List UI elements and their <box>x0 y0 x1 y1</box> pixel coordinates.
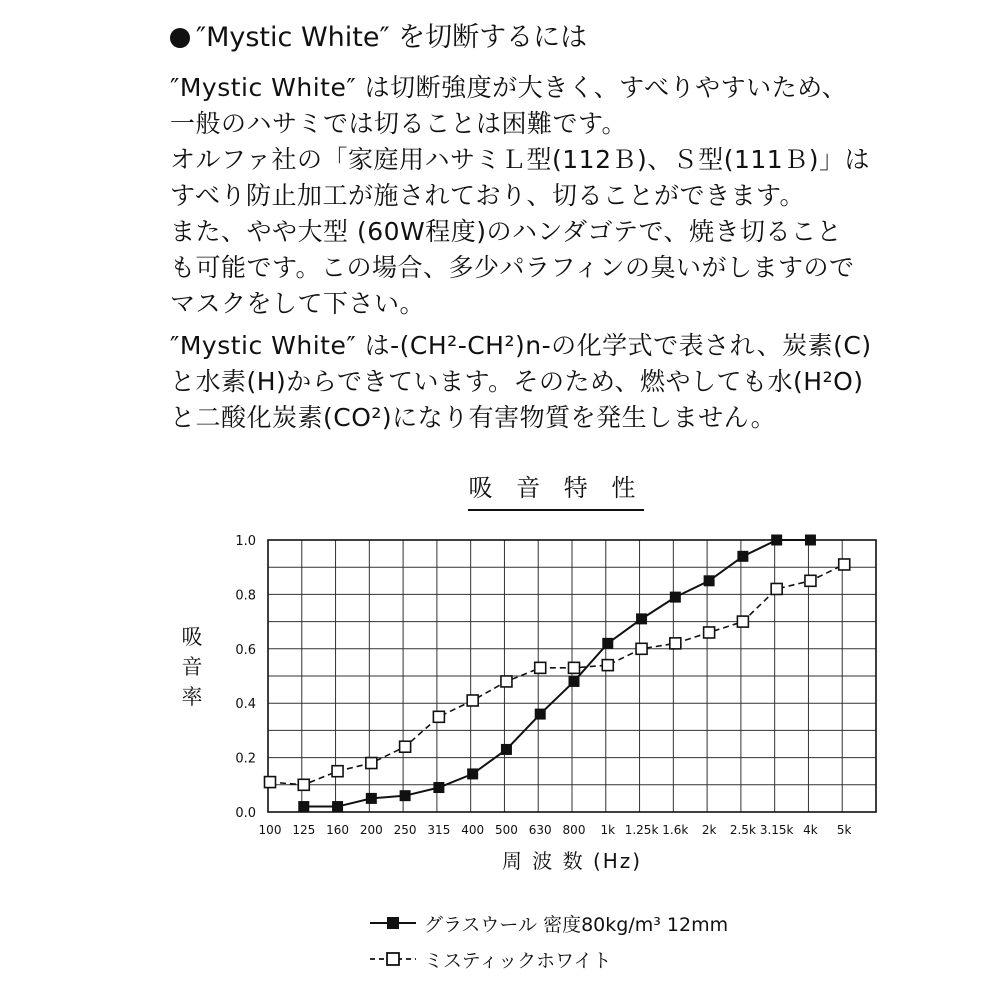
x-tick-label: 1k <box>600 823 616 837</box>
x-tick-label: 1.6k <box>662 823 689 837</box>
y-tick-label: 0.0 <box>235 806 256 821</box>
text-line: すべり防止加工が施されており、切ることができます。 <box>170 181 806 210</box>
chart-legend <box>370 905 728 977</box>
data-point-open-square <box>737 616 748 627</box>
y-tick-label: 0.4 <box>235 697 256 713</box>
data-point-filled-square <box>569 676 579 686</box>
data-point-open-square <box>433 711 444 722</box>
x-tick-label: 2k <box>701 823 717 837</box>
data-point-open-square <box>501 676 512 687</box>
series-line-1 <box>270 564 844 784</box>
y-tick-label: 1.0 <box>235 534 256 549</box>
legend-item-glasswool <box>370 905 728 941</box>
text-line: と水素(H)からできています。そのため、燃やしても水(H²O) <box>170 367 864 396</box>
heading-text: ″Mystic White″ を切断するには <box>196 22 588 53</box>
data-point-filled-square <box>535 709 545 719</box>
data-point-open-square <box>771 583 782 594</box>
text-line: また、やや大型 (60W程度)のハンダゴテで、焼き切ること <box>170 217 842 246</box>
data-point-open-square <box>298 779 309 790</box>
y-tick-label: 0.8 <box>235 588 256 604</box>
data-point-filled-square <box>603 638 613 648</box>
text-line: 一般のハサミでは切ることは困難です。 <box>170 109 628 138</box>
text-line: ″Mystic White″ は切断強度が大きく、すべりやすいため、 <box>170 73 848 102</box>
data-point-open-square <box>400 741 411 752</box>
x-tick-label: 200 <box>359 823 383 837</box>
data-point-filled-square <box>366 793 376 803</box>
data-point-open-square <box>467 695 478 706</box>
data-point-open-square <box>535 662 546 673</box>
x-tick-label: 2.5k <box>729 823 756 837</box>
x-tick-label: 250 <box>393 823 417 837</box>
y-tick-label: 0.6 <box>235 642 256 658</box>
x-axis-label: 周 波 数 (Hz) <box>501 849 643 873</box>
data-point-open-square <box>805 575 816 586</box>
y-tick-label: 0.2 <box>235 751 256 767</box>
data-point-open-square <box>839 559 850 570</box>
data-point-open-square <box>332 766 343 777</box>
data-point-filled-square <box>400 791 410 801</box>
data-point-open-square <box>602 660 613 671</box>
data-point-filled-square <box>738 551 748 561</box>
text-line: マスクをして下さい。 <box>170 289 426 318</box>
chart-title: 吸 音 特 性 <box>468 468 644 511</box>
text-line: オルファ社の「家庭用ハサミＬ型(112Ｂ)、Ｓ型(111Ｂ)」は <box>170 145 870 174</box>
data-point-filled-square <box>333 802 343 812</box>
text-line: と二酸化炭素(CO²)になり有害物質を発生しません。 <box>170 403 777 432</box>
data-point-filled-square <box>805 535 815 545</box>
x-tick-label: 1.25k <box>624 823 659 837</box>
x-tick-label: 630 <box>528 823 552 837</box>
y-axis-label-char: 音 <box>181 655 203 679</box>
data-point-filled-square <box>299 802 309 812</box>
data-point-open-square <box>569 662 580 673</box>
series-line-0 <box>304 540 811 807</box>
x-tick-label: 125 <box>292 823 316 837</box>
open-square-marker-icon <box>370 952 416 966</box>
x-tick-label: 800 <box>562 823 586 837</box>
data-point-open-square <box>366 758 377 769</box>
x-tick-label: 3.15k <box>759 823 794 837</box>
y-axis-label-char: 率 <box>181 685 203 709</box>
x-tick-label: 160 <box>326 823 350 837</box>
text-line: ″Mystic White″ は-(CH²-CH²)n-の化学式で表され、炭素(C) <box>170 331 872 360</box>
data-point-open-square <box>704 627 715 638</box>
legend-label: グラスウール 密度80kg/m³ 12mm <box>424 913 729 936</box>
data-point-open-square <box>670 638 681 649</box>
y-axis-label-char: 吸 <box>181 625 203 649</box>
data-point-filled-square <box>501 744 511 754</box>
x-tick-label: 315 <box>427 823 451 837</box>
data-point-filled-square <box>434 783 444 793</box>
legend-label: ミスティックホワイト <box>424 949 612 972</box>
x-tick-label: 5k <box>836 823 852 837</box>
x-tick-label: 500 <box>494 823 518 837</box>
data-point-open-square <box>265 777 276 788</box>
filled-square-marker-icon <box>370 916 416 930</box>
data-point-filled-square <box>704 576 714 586</box>
data-point-open-square <box>636 643 647 654</box>
legend-item-mystic-white <box>370 941 728 977</box>
text-line: も可能です。この場合、多少パラフィンの臭いがしますので <box>170 253 855 282</box>
data-point-filled-square <box>468 769 478 779</box>
data-point-filled-square <box>772 535 782 545</box>
data-point-filled-square <box>637 614 647 624</box>
data-point-filled-square <box>670 592 680 602</box>
x-tick-label: 100 <box>258 823 282 837</box>
x-tick-label: 4k <box>803 823 818 837</box>
x-tick-label: 400 <box>461 823 485 837</box>
